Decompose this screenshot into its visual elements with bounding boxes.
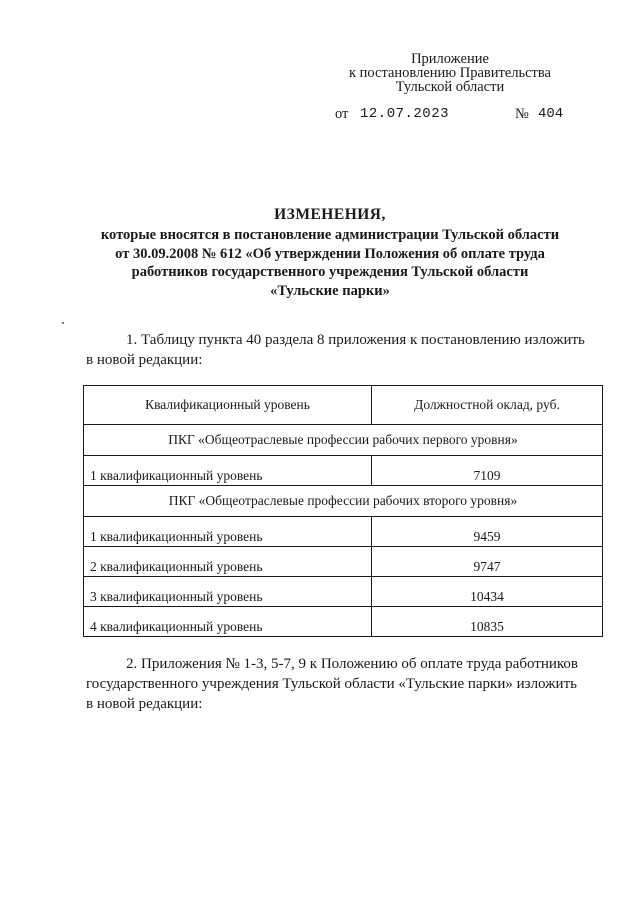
appendix-header-line: к постановлению Правительства (349, 65, 551, 81)
document-title: ИЗМЕНЕНИЯ, (274, 206, 386, 223)
table-row (84, 547, 603, 577)
salary-cell: 9459 (372, 517, 603, 547)
paragraph-2-line: в новой редакции: (86, 696, 203, 712)
table-group-row (84, 486, 603, 517)
table-row (84, 517, 603, 547)
date-prefix: от (335, 106, 349, 122)
document-date: 12.07.2023 (360, 106, 450, 122)
table-header-row (84, 386, 603, 425)
subtitle-line: которые вносятся в постановление администрации Тульской области (100, 227, 560, 243)
salary-cell: 9747 (372, 547, 603, 577)
level-cell: 1 квалификационный уровень (84, 517, 372, 547)
salary-cell: 10434 (372, 577, 603, 607)
table-row (84, 577, 603, 607)
paragraph-2-line: 2. Приложения № 1-3, 5-7, 9 к Положению об оплате труда работников (126, 656, 578, 672)
number-sign: № (515, 106, 529, 122)
group-title: ПКГ «Общеотраслевые профессии рабочих второго уровня» (84, 486, 603, 517)
appendix-header-line: Приложение (411, 51, 489, 67)
level-cell: 3 квалификационный уровень (84, 577, 372, 607)
document-subtitle (60, 226, 600, 300)
appendix-header (330, 52, 570, 94)
column-header-salary: Должностной оклад, руб. (372, 386, 603, 425)
document-number: 404 (538, 106, 564, 122)
appendix-header-line: Тульской области (395, 79, 505, 95)
column-header-level: Квалификационный уровень (84, 386, 372, 425)
paragraph-1-line: в новой редакции: (86, 352, 203, 368)
table-row (84, 456, 603, 486)
subtitle-line: «Тульские парки» (270, 282, 390, 299)
table-group-row (84, 425, 603, 456)
paragraph-1 (86, 330, 606, 370)
paragraph-2 (86, 654, 606, 714)
subtitle-line: от 30.09.2008 № 612 «Об утверждении Положения об оплате труда (115, 245, 545, 262)
level-cell: 1 квалификационный уровень (84, 456, 372, 486)
paragraph-1-line: 1. Таблицу пункта 40 раздела 8 приложения к постановлению изложить (126, 332, 585, 348)
document-date-number (335, 106, 565, 124)
level-cell: 4 квалификационный уровень (84, 607, 372, 637)
level-cell: 2 квалификационный уровень (84, 547, 372, 577)
paragraph-2-line: государственного учреждения Тульской области «Тульские парки» изложить (86, 676, 577, 692)
salary-table (83, 385, 603, 637)
table-row (84, 607, 603, 637)
scan-speck (62, 322, 64, 324)
group-title: ПКГ «Общеотраслевые профессии рабочих первого уровня» (84, 425, 603, 456)
salary-cell: 10835 (372, 607, 603, 637)
salary-cell: 7109 (372, 456, 603, 486)
subtitle-line: работников государственного учреждения Тульской области (131, 264, 529, 280)
